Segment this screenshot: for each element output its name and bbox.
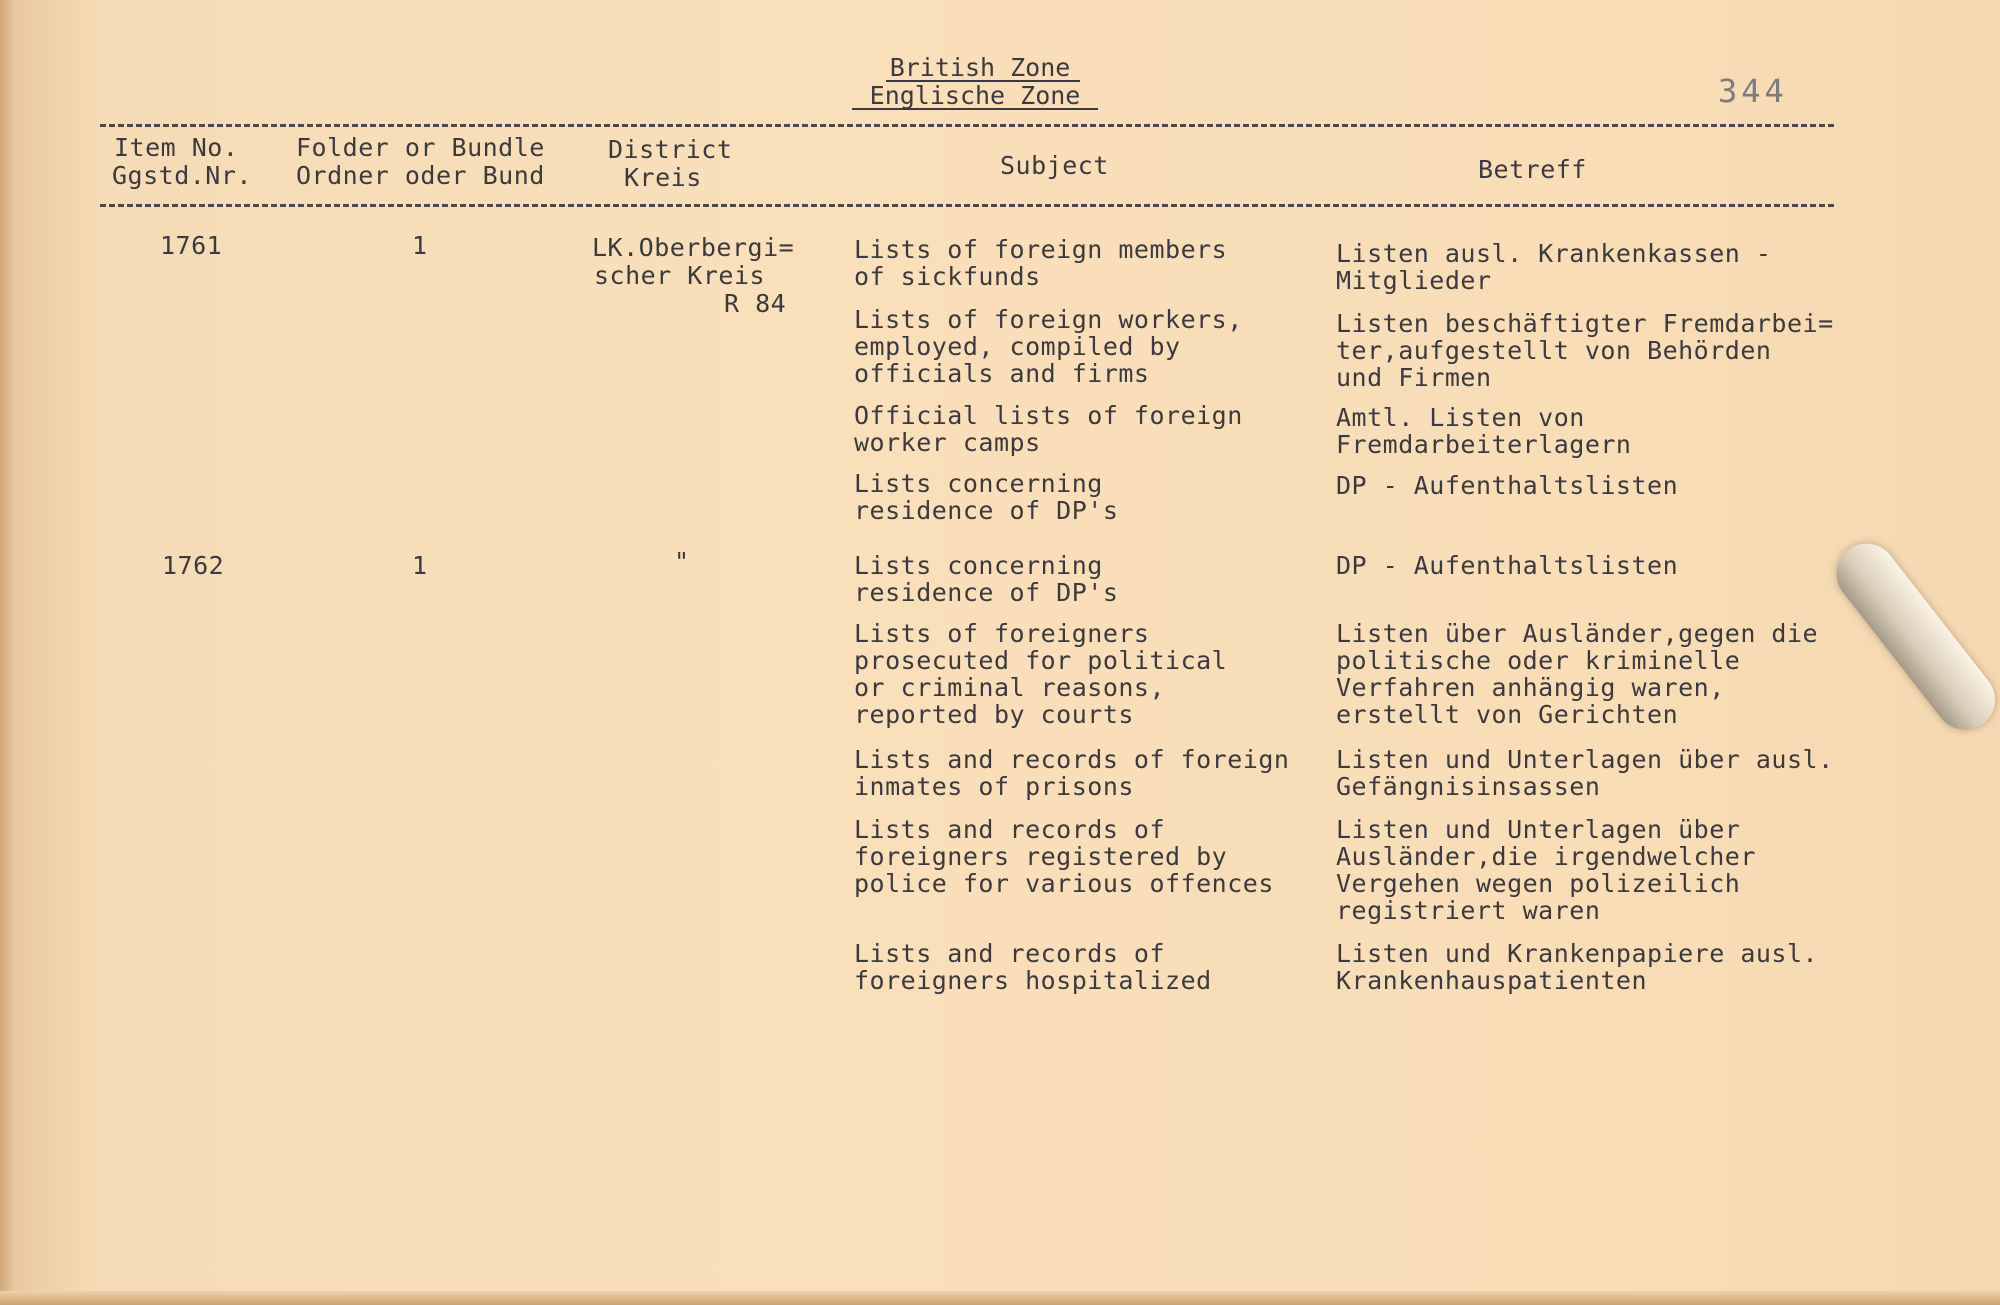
zone-title-en: British Zone [889,53,1071,82]
entry-folder: 1 [412,231,428,260]
subject-text: Lists concerning residence of DP's [854,551,1119,607]
entry-folder: 1 [412,551,428,580]
zone-title-de: Englische Zone [869,81,1081,110]
subject-text: Lists concerning residence of DP's [854,469,1119,525]
betreff-text: Listen und Unterlagen über ausl. Gefängnisinsassen [1336,745,1834,801]
col-item-en: Item No. [114,133,239,162]
betreff-text: Amtl. Listen von Fremdarbeiterlagern [1336,403,1632,459]
header-bottom-rule [100,204,1834,207]
entry-item-number: 1761 [160,231,223,260]
entry-district-line2: scher Kreis [594,261,766,290]
betreff-text: Listen und Krankenpapiere ausl. Krankenhauspatienten [1336,939,1819,995]
subject-text: Lists and records of foreigners hospitalized [854,939,1212,995]
subject-text: Lists of foreign members of sickfunds [854,235,1228,291]
subject-text: Lists of foreigners prosecuted for political or criminal reasons, reported by courts [854,619,1228,729]
page-left-edge [0,0,14,1305]
header-top-rule [100,124,1834,127]
entry-district-ditto: " [674,547,690,576]
subject-text: Lists and records of foreigners registered by police for various offences [854,815,1274,898]
betreff-text: Listen ausl. Krankenkassen - Mitglieder [1336,239,1772,295]
page-number: 344 [1718,72,1788,110]
col-betreff: Betreff [1478,155,1587,184]
subject-text: Official lists of foreign worker camps [854,401,1243,457]
subject-text: Lists and records of foreign inmates of prisons [854,745,1290,801]
col-subject: Subject [1000,151,1109,180]
betreff-text: DP - Aufenthaltslisten [1336,551,1679,580]
col-folder-de: Ordner oder Bund [296,161,545,190]
entry-district-line3: R 84 [724,289,787,318]
entry-district-line1: LK.Oberbergi= [592,233,795,262]
betreff-text: Listen beschäftigter Fremdarbei= ter,aufgestellt von Behörden und Firmen [1336,309,1834,392]
col-folder-en: Folder or Bundle [296,133,545,162]
zone-title-underline-2 [852,108,1098,110]
col-district-de: Kreis [624,163,702,192]
betreff-text: DP - Aufenthaltslisten [1336,471,1679,500]
col-item-de: Ggstd.Nr. [112,161,252,190]
betreff-text: Listen über Ausländer,gegen die politische oder kriminelle Verfahren anhängig waren, erstellt von Gerichten [1336,619,1819,729]
col-district-en: District [608,135,733,164]
subject-text: Lists of foreign workers, employed, compiled by officials and firms [854,305,1243,388]
betreff-text: Listen und Unterlagen über Ausländer,die irgendwelcher Vergehen wegen polizeilich registriert waren [1336,815,1756,925]
page-bottom-edge [0,1291,2000,1305]
entry-item-number: 1762 [162,551,225,580]
